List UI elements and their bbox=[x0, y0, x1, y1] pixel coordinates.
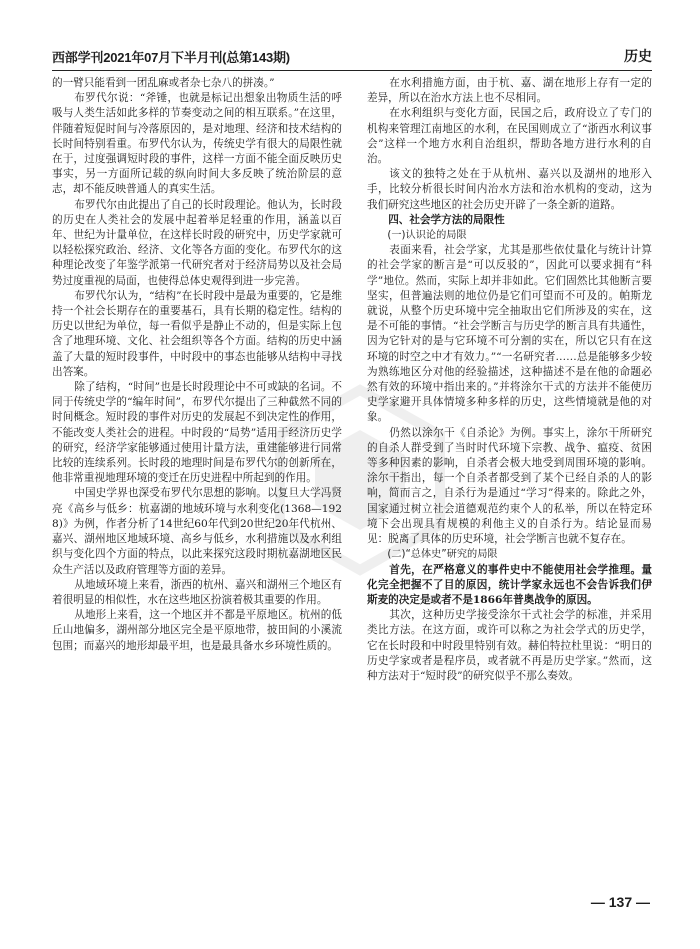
paragraph: 中国史学界也深受布罗代尔思想的影响。以复旦大学冯贤亮《高乡与低乡：杭嘉湖的地域环境与水利变化(1368—1928)》为例，作者分析了14世纪60年代到20世纪20年代杭州、嘉兴、湖州地区地域环境、高乡与低乡，水利措施以及水利组织与变化四个方面的特点，以此来探究这段时期杭嘉湖地区民众生产活以及政府管理等方面的差异。 bbox=[52, 487, 342, 576]
subsection-heading: (二)“总体史”研究的局限 bbox=[387, 549, 498, 561]
left-column bbox=[52, 76, 342, 654]
paragraph: 布罗代尔说：“斧锤，也就是标记出想象出物质生活的呼吸与人类生活如此多样的节奏变动之间的相互联系。”在这里，伴随着短促时间与冷落原因的，是对地理、经济和技术结构的长时间特别看重。布罗代尔认为，传统史学有很大的局限性就在于，过度强调短时段的事件，这样一方面不能全面反映历史事实，另一方面所记载的纵向时间大多反映了统治阶层的意志，却不能反映普通人的真实生活。 bbox=[52, 92, 342, 196]
paragraph: 布罗代尔由此提出了自己的长时段理论。他认为，长时段的历史在人类社会的发展中起着举足轻重的作用，涵盖以百年、世纪为计量单位，在这样长时段的研究中，历史学家就可以轻松探究政治、经济、文化等各方面的变化。布罗代尔的这种理论改变了年鉴学派第一代研究者对于经济局势以及社会局势过度重视的局面，也使得总体史观得到进一步完善。 bbox=[52, 198, 342, 287]
paragraph: 布罗代尔认为，“结构”在长时段中是最为重要的，它是维持一个社会长期存在的重要基石，具有长期的稳定性。结构的历史以世纪为单位，每一看似乎是静止不动的，但是实际上包含了地理环境、文化、社会组织等各个方面。结构的历史中涵盖了大量的短时段事件，中时段中的事态也能够从结构中寻找出答案。 bbox=[52, 289, 342, 378]
paragraph: 除了结构，“时间”也是长时段理论中不可或缺的名词。不同于传统史学的“编年时间”，布罗代尔提出了三种截然不同的时间概念。短时段的事件对历史的发展起不到决定性的作用，不能改变人类社会的进程。中时段的“局势”适用于经济历史学的研究，经济学家能够通过使用计量方法，重建能够进行同常比较的连续系列。长时段的地理时间是布罗代尔的创新所在，他非常重视地理环境的变迁在历史进程中所起到的作用。 bbox=[52, 381, 342, 485]
right-column bbox=[367, 76, 652, 684]
subsection-heading: (一)认识论的局限 bbox=[387, 230, 467, 242]
paragraph: 其次，这种历史学接受涂尔干式社会学的标准，并采用类比方法。在这方面，或许可以称之为社会学式的历史学，它在长时段和中时段里特别有效。赫伯特拉杜里说：“明日的历史学家或者是程序员，或者就不再是历史学家。”然而，这种方法对于“短时段”的研究似乎不那么奏效。 bbox=[367, 609, 652, 682]
paragraph: 的一臂只能看到一团乱麻或者杂七杂八的拼凑。” bbox=[52, 77, 275, 89]
paragraph: 从地域环境上来看，浙西的杭州、嘉兴和湖州三个地区有着很明显的相似性，水在这些地区扮演着极其重要的作用。 bbox=[52, 578, 342, 606]
paragraph: 表面来看，社会学家，尤其是那些依仗量化与统计计算的社会学家的断言是“可以反驳的”，因此可以要求拥有“科学”地位。然而，实际上却并非如此。它们固然比其他断言要坚实，但普遍法则的地位仍是它们可望而不可及的。帕斯龙就说，从整个历史环境中完全抽取出它们所涉及的实在，这是不可能的事情。“社会学断言与历史学的断言具有共通性，因为它针对的是与它环境不可分割的实在，所以它只有在这环境的时空之中才有效力。”“一名研究者……总是能够多少较为熟练地区分对他的经验描述，这种描述不是在他的命题必然有效的环境中指出来的。”并将涂尔干式的方法并不能使历史学家避开具体情境多种多样的历史，这些情境就是他的对象。 bbox=[367, 244, 652, 424]
paragraph: 在水利组织与变化方面，民国之后，政府设立了专门的机构来管理江南地区的水利，在民国则成立了“浙西水利议事会”这样一个地方水利自治组织，帮助各地方进行水利的自治。 bbox=[367, 107, 652, 166]
page-header bbox=[52, 45, 652, 69]
paragraph: 在水利措施方面，由于杭、嘉、湖在地形上存有一定的差异，所以在治水方法上也不尽相同。 bbox=[367, 77, 652, 105]
paragraph: 该文的独特之处在于从杭州、嘉兴以及湖州的地形入手，比较分析很长时间内治水方法和治水机构的变动，这为我们研究这些地区的社会历史开辟了一条全新的道路。 bbox=[367, 168, 652, 211]
journal-title: 西部学刊2021年07月下半月刊(总第143期) bbox=[52, 50, 290, 65]
header-rule bbox=[52, 70, 652, 71]
page-number: — 137 — bbox=[590, 894, 650, 910]
paragraph: 从地形上来看，这一个地区并不都是平原地区。杭州的低丘山地偏多，湖州部分地区完全是平原地带，披田间的小溪流包围；而嘉兴的地形却最平坦，也是最具备水乡环境性质的。 bbox=[52, 609, 342, 652]
paragraph: 仍然以涂尔干《自杀论》为例。事实上，涂尔干所研究的自杀人群受到了当时时代环境下宗教、战争、瘟疫、贫困等多种因素的影响，自杀者会极大地受到周围环境的影响。涂尔干指出，每一个自杀者都受到了某个已经自杀的人的影响，简而言之，自杀行为是通过“学习”得来的。除此之外，国家通过树立社会道德观范约束个人的私举，所以在特定环境下会出现具有规模的利他主义的自杀行为。结论显而易见：脱离了具体的历史环境，社会学断言也就不复存在。 bbox=[367, 426, 652, 546]
section-heading: 四、社会学方法的局限性 bbox=[388, 213, 505, 226]
section-label: 历史 bbox=[624, 48, 652, 64]
paragraph: 首先，在严格意义的事件史中不能使用社会学推理。量化完全把握不了目的原因，统计学家永远也不会告诉我们伊斯麦的决定是或者不是1866年普奥战争的原因。 bbox=[367, 563, 652, 606]
